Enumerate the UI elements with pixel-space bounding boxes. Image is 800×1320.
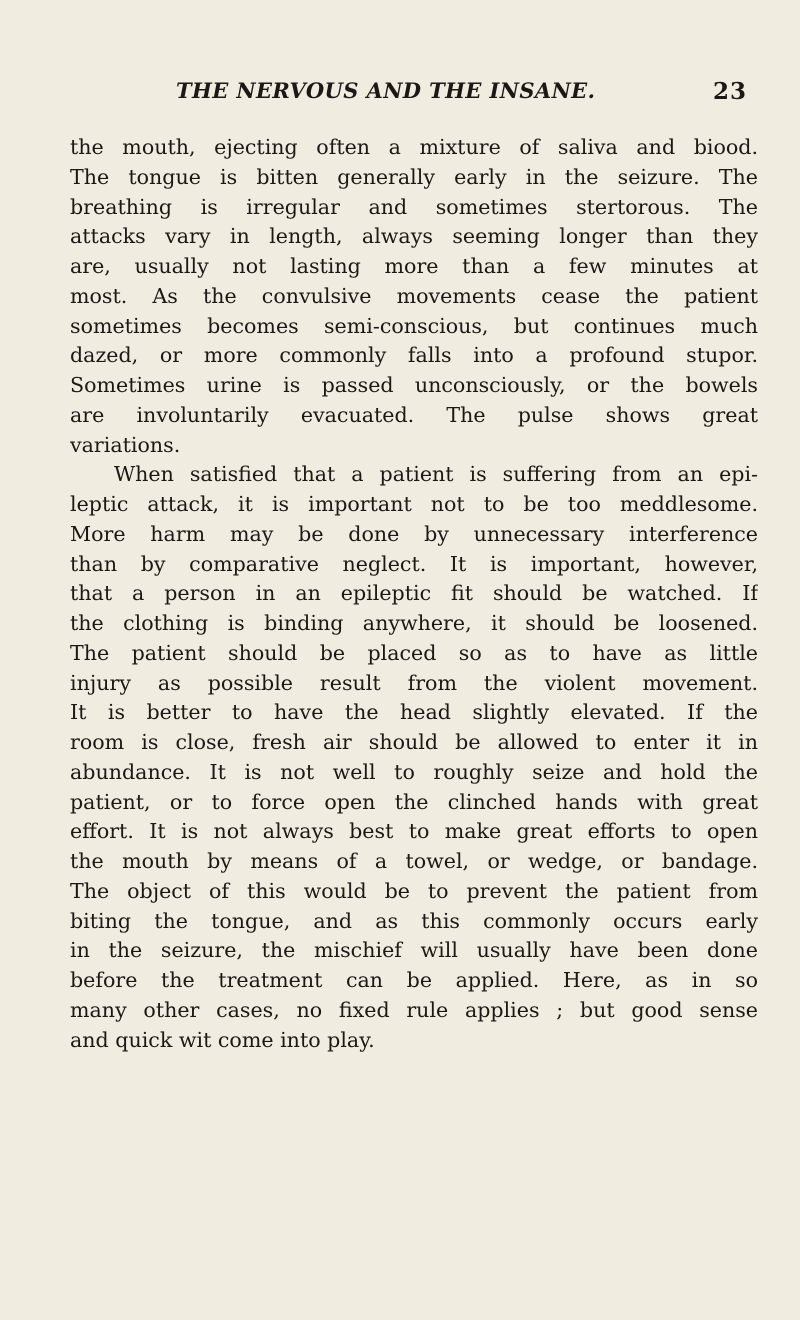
text-line: are, usually not lasting more than a few minutes at <box>70 254 758 278</box>
text-line: and quick wit come into play. <box>70 1027 375 1052</box>
running-title: THE NERVOUS AND THE INSANE. <box>176 78 596 103</box>
text-line: leptic attack, it is important not to be too meddlesome. <box>70 492 758 516</box>
text-line: effort. It is not always best to make great efforts to open <box>70 819 758 844</box>
text-line: the mouth, ejecting often a mixture of saliva and biood. <box>70 135 758 159</box>
text-line: Sometimes urine is passed unconsciously, or the bowels <box>70 373 758 397</box>
text-line: in the seizure, the mischief will usually have been done <box>70 938 758 963</box>
text-line: most. As the convulsive movements cease the patient <box>70 283 758 308</box>
text-line: The patient should be placed so as to have as little <box>70 640 758 665</box>
text-line: variations. <box>70 432 181 457</box>
text-line: breathing is irregular and sometimes stertorous. The <box>70 194 758 219</box>
text-line: are involuntarily evacuated. The pulse shows great <box>70 402 758 427</box>
text-line: biting the tongue, and as this commonly occurs early <box>70 908 758 933</box>
text-line: the mouth by means of a towel, or wedge, or bandage. <box>70 849 758 873</box>
running-header <box>0 78 800 114</box>
text-line: It is better to have the head slightly elevated. If the <box>70 700 758 725</box>
paragraph-2 <box>70 460 758 1055</box>
text-line: dazed, or more commonly falls into a profound stupor. <box>70 343 758 368</box>
text-line: The tongue is bitten generally early in the seizure. The <box>70 164 758 189</box>
text-line: sometimes becomes semi-conscious, but continues much <box>70 313 758 338</box>
paragraph-1 <box>70 133 758 460</box>
text-line: the clothing is binding anywhere, it should be loosened. <box>70 611 758 635</box>
text-line: More harm may be done by unnecessary interference <box>70 521 758 546</box>
text-line: When satisfied that a patient is suffering from an epi- <box>114 462 758 487</box>
text-line: than by comparative neglect. It is important, however, <box>70 551 758 576</box>
text-line: attacks vary in length, always seeming longer than they <box>70 224 758 249</box>
text-line: The object of this would be to prevent the patient from <box>70 878 758 903</box>
text-line: room is close, fresh air should be allowed to enter it in <box>70 730 758 754</box>
text-line: before the treatment can be applied. Here, as in so <box>70 968 758 992</box>
text-line: patient, or to force open the clinched hands with great <box>70 789 758 814</box>
text-line: many other cases, no fixed rule applies ; but good sense <box>70 997 758 1022</box>
text-line: injury as possible result from the violent movement. <box>70 670 758 695</box>
page-number: 23 <box>713 78 748 105</box>
body-text <box>70 133 758 1055</box>
text-line: abundance. It is not well to roughly seize and hold the <box>70 759 758 784</box>
text-line: that a person in an epileptic fit should be watched. If <box>70 581 758 606</box>
